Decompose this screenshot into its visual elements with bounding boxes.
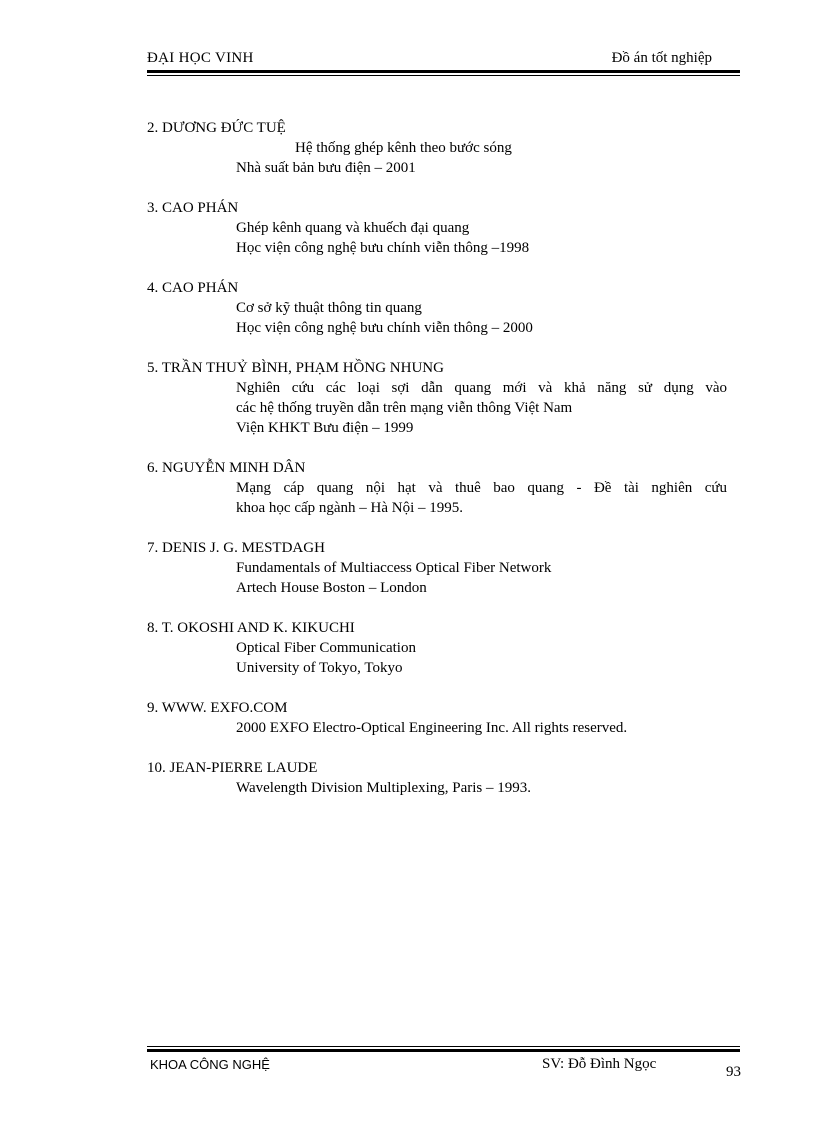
reference-title-continued: khoa học cấp ngành – Hà Nội – 1995. [236,500,464,516]
header-university: ĐẠI HỌC VINH [147,50,254,66]
reference-title: Cơ sở kỹ thuật thông tin quang [236,300,422,316]
reference-item [147,118,727,178]
footer-student: SV: Đỗ Đình Ngọc [542,1056,657,1072]
reference-publisher: Học viện công nghệ bưu chính viễn thông – 2000 [236,320,533,336]
reference-title: Optical Fiber Communication [236,640,416,656]
reference-author: 8. T. OKOSHI AND K. KIKUCHI [147,620,355,636]
footer-rule-thick [147,1049,740,1052]
reference-author: 5. TRẦN THUỶ BÌNH, PHẠM HỒNG NHUNG [147,360,444,376]
reference-author: 4. CAO PHÁN [147,280,239,296]
reference-item [147,538,727,598]
header-document-type: Đồ án tốt nghiệp [611,50,712,66]
reference-publisher: University of Tokyo, Tokyo [236,660,403,676]
reference-publisher: Học viện công nghệ bưu chính viễn thông –1998 [236,240,530,256]
header-rule-thick [147,70,740,73]
reference-author: 10. JEAN-PIERRE LAUDE [147,760,318,776]
reference-author: 6. NGUYỄN MINH DÂN [147,460,306,476]
reference-title: Ghép kênh quang và khuếch đại quang [236,220,470,236]
reference-title: 2000 EXFO Electro-Optical Engineering Inc. All rights reserved. [236,720,628,736]
reference-author: 9. WWW. EXFO.COM [147,700,288,716]
reference-list [147,118,727,818]
reference-title: Wavelength Division Multiplexing, Paris – 1993. [236,780,532,796]
reference-item [147,758,727,798]
reference-title: Fundamentals of Multiaccess Optical Fiber Network [236,560,552,576]
page-number: 93 [726,1064,741,1080]
reference-author: 7. DENIS J. G. MESTDAGH [147,540,325,556]
reference-item [147,618,727,678]
reference-title: Hệ thống ghép kênh theo bước sóng [295,140,512,156]
reference-title: Nghiên cứu các loại sợi dẫn quang mới và khả năng sử dụng vào [236,380,727,396]
reference-item [147,458,727,518]
reference-item [147,358,727,438]
reference-author: 2. DƯƠNG ĐỨC TUỆ [147,120,286,136]
reference-item [147,278,727,338]
reference-item [147,698,727,738]
footer-faculty: KHOA CÔNG NGHỆ [150,1057,270,1072]
reference-title: Mạng cáp quang nội hạt và thuê bao quang - Đề tài nghiên cứu [236,480,727,496]
reference-item [147,198,727,258]
reference-publisher: Viện KHKT Bưu điện – 1999 [236,420,414,436]
header-rule-thin [147,75,740,76]
reference-title-continued: các hệ thống truyền dẫn trên mạng viễn thông Việt Nam [236,400,573,416]
reference-publisher: Artech House Boston – London [236,580,427,596]
reference-author: 3. CAO PHÁN [147,200,239,216]
footer-rule-thin [147,1046,740,1047]
reference-publisher: Nhà suất bản bưu điện – 2001 [236,160,416,176]
